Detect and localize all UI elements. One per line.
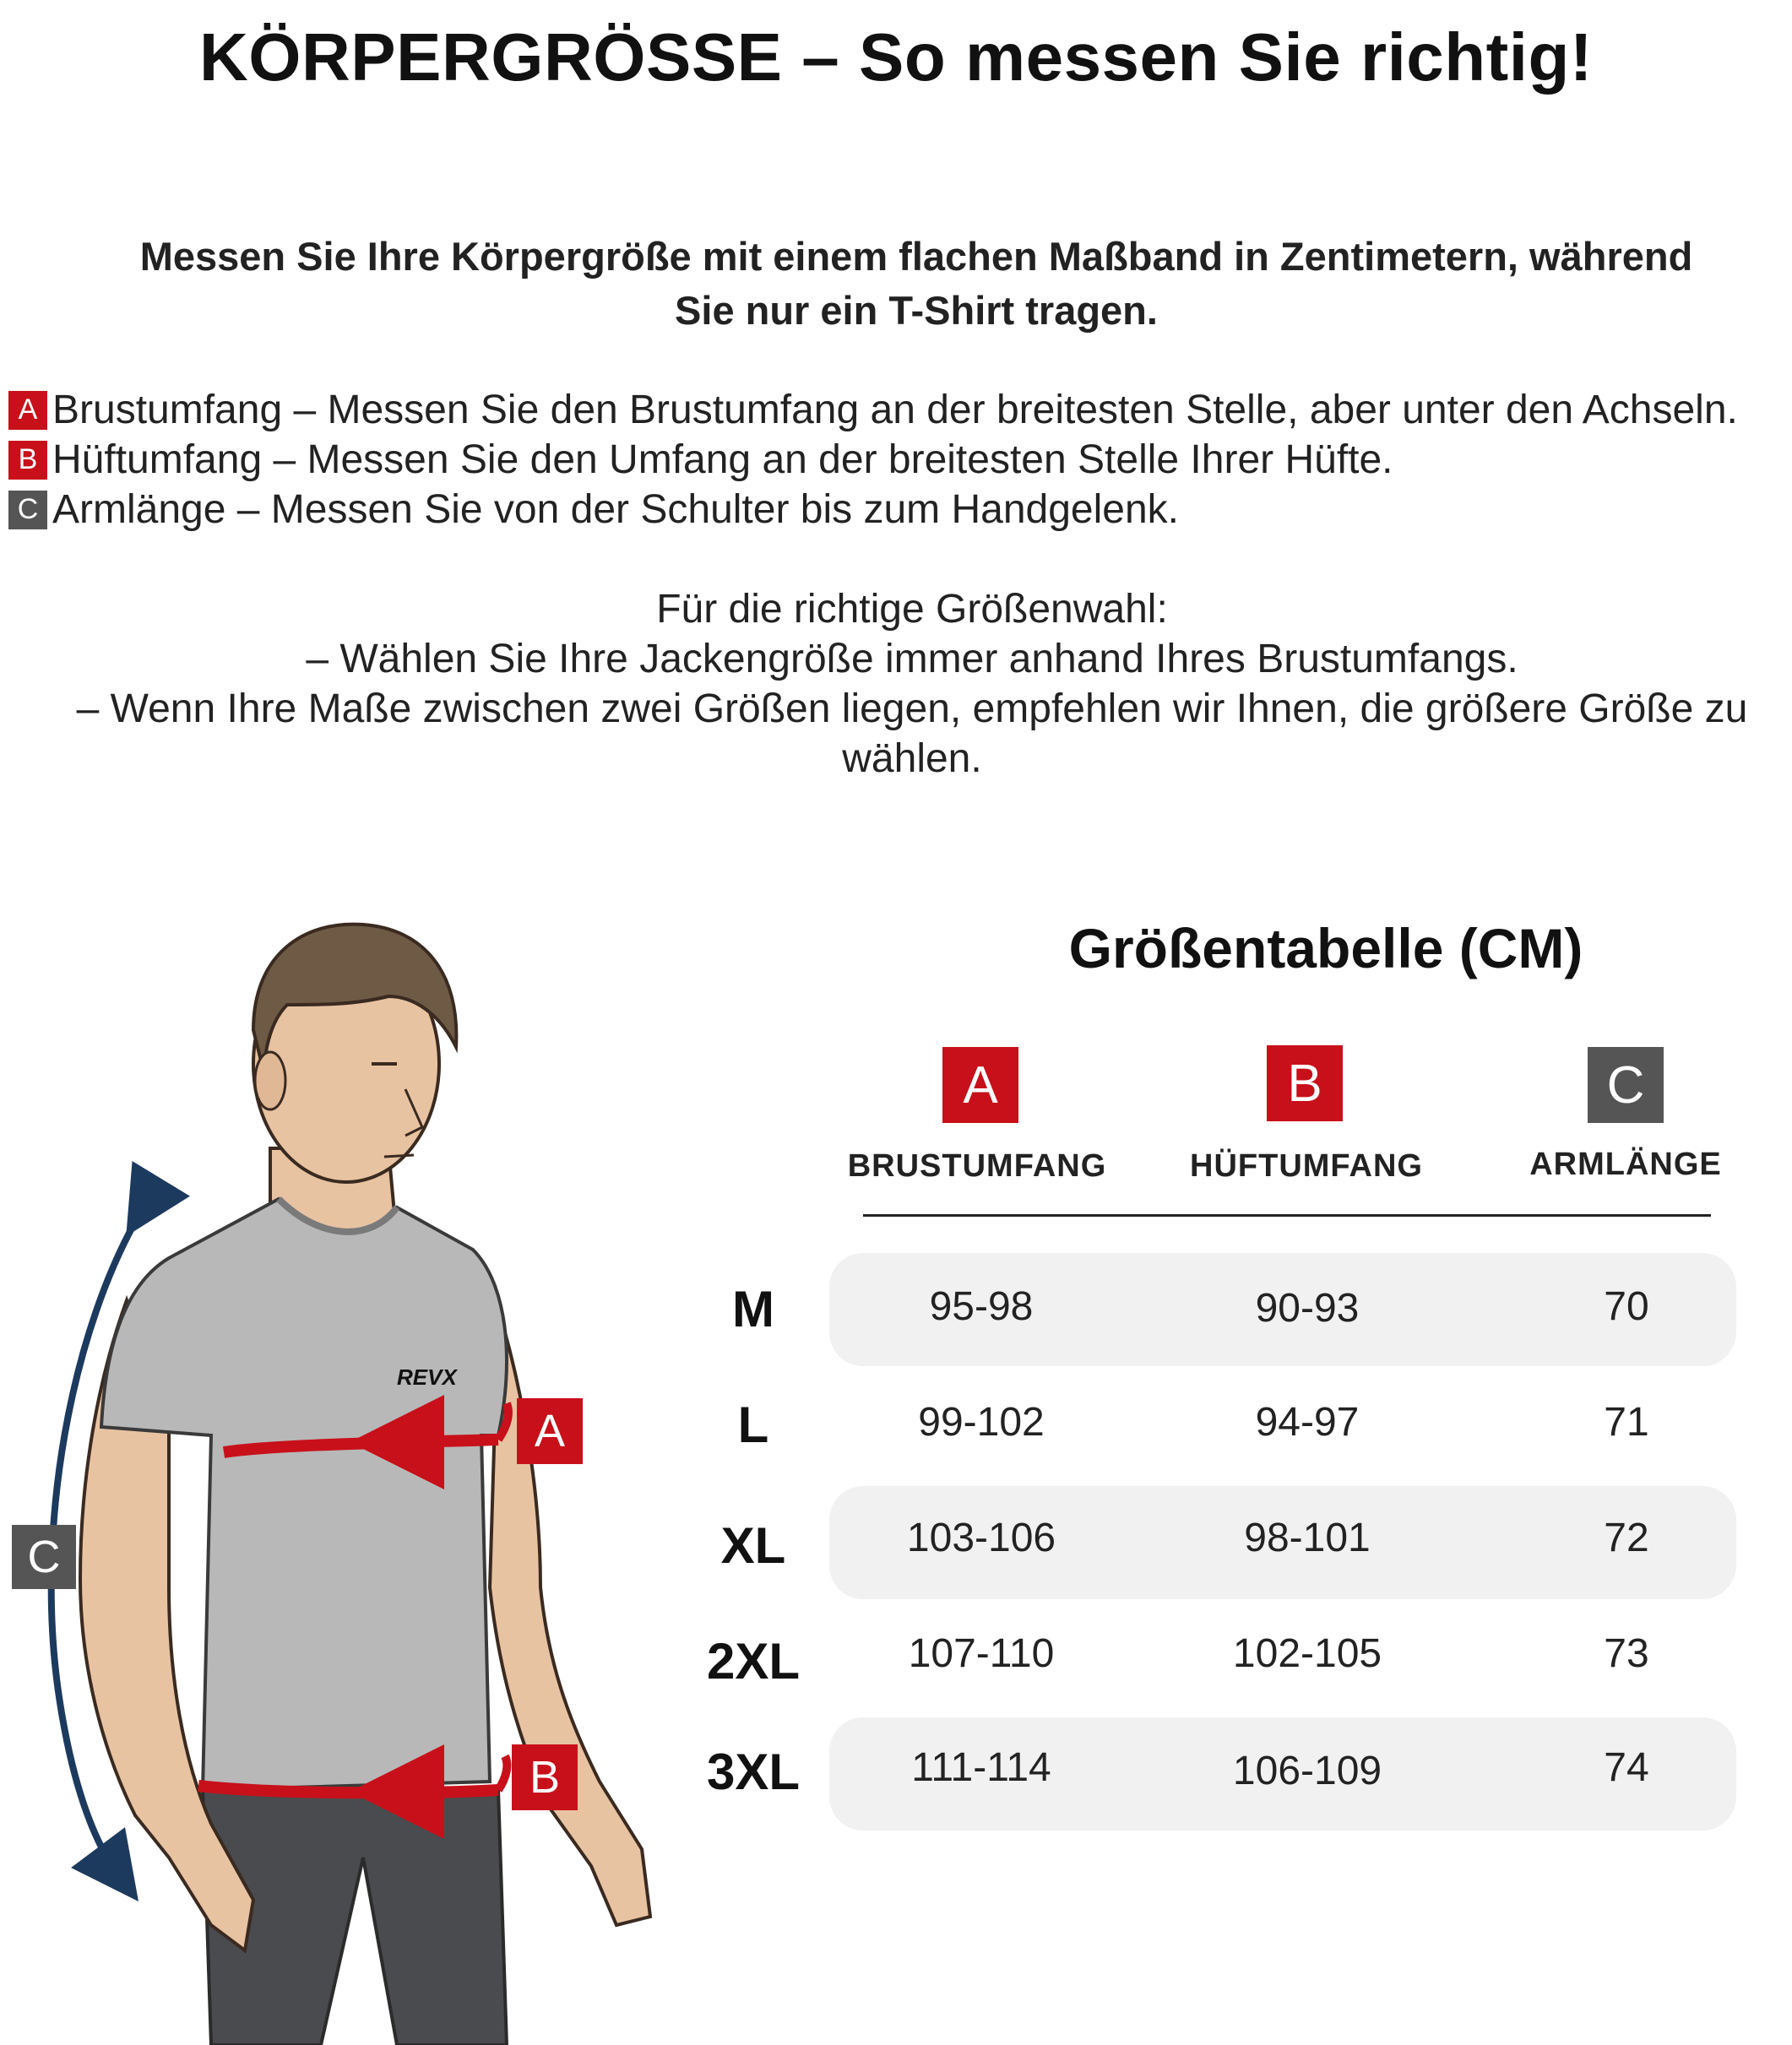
size-label: XL — [720, 1517, 786, 1574]
hip-value: 106-109 — [1232, 1749, 1382, 1793]
advice-heading: Für die richtige Größenwahl: — [656, 587, 1168, 632]
hip-value: 102-105 — [1232, 1631, 1382, 1676]
marker-b — [512, 1744, 578, 1810]
legend-item-b — [8, 435, 1790, 485]
chest-value: 107-110 — [908, 1631, 1055, 1676]
hip-value: 94-97 — [1255, 1400, 1360, 1445]
page-title: KÖRPERGRÖSSE – So messen Sie richtig! — [198, 19, 1594, 95]
size-label: M — [732, 1281, 774, 1337]
size-table-title: Größentabelle (CM) — [1068, 917, 1583, 979]
legend-text-c: Armlänge – Messen Sie von der Schulter bis zum Handgelenk. — [52, 487, 1180, 532]
chest-value: 95-98 — [929, 1284, 1034, 1329]
size-advice — [51, 584, 1773, 784]
column-badge-b: B — [1267, 1045, 1343, 1121]
measurement-legend — [8, 385, 1790, 534]
chest-value: 99-102 — [918, 1400, 1045, 1445]
size-label: 3XL — [706, 1744, 801, 1800]
chest-value: 111-114 — [911, 1745, 1051, 1790]
chest-value: 103-106 — [906, 1516, 1056, 1560]
arm-value: 74 — [1604, 1745, 1649, 1790]
marker-a — [517, 1398, 583, 1464]
marker-c — [12, 1525, 76, 1589]
intro-line-1: Messen Sie Ihre Körpergröße mit einem flachen Maßband in Zentimetern, während — [139, 234, 1693, 279]
arm-value: 72 — [1604, 1516, 1649, 1560]
column-badge-a: A — [942, 1047, 1018, 1123]
size-label: 2XL — [706, 1633, 801, 1690]
legend-text-a: Brustumfang – Messen Sie den Brustumfang an der breitesten Stelle, aber unter den Achseln. — [52, 388, 1738, 432]
advice-line-3: wählen. — [842, 736, 982, 781]
legend-item-a — [8, 385, 1790, 435]
hip-value: 90-93 — [1255, 1286, 1360, 1331]
arm-value: 70 — [1604, 1284, 1649, 1329]
column-header-arm: ARMLÄNGE — [1529, 1147, 1722, 1182]
column-badge-c: C — [1588, 1047, 1664, 1123]
intro-text — [76, 230, 1757, 338]
marker-b-label: B — [529, 1752, 561, 1803]
marker-a-label: A — [534, 1406, 566, 1456]
size-label: L — [737, 1397, 769, 1453]
badge-a: A — [8, 391, 47, 430]
legend-text-b: Hüftumfang – Messen Sie den Umfang an der breitesten Stelle Ihrer Hüfte. — [52, 437, 1393, 482]
body-measurement-illustration — [0, 887, 676, 2045]
legend-item-c — [8, 485, 1790, 534]
column-header-chest: BRUSTUMFANG — [847, 1148, 1107, 1184]
column-header-hip: HÜFTUMFANG — [1190, 1148, 1423, 1184]
badge-c: C — [8, 491, 47, 529]
marker-c-label: C — [27, 1532, 61, 1582]
hip-value: 98-101 — [1244, 1516, 1371, 1560]
brand-logo: REVX — [397, 1364, 457, 1390]
advice-line-2: – Wenn Ihre Maße zwischen zwei Größen liegen, empfehlen wir Ihnen, die größere Größe zu — [76, 686, 1748, 731]
arm-value: 73 — [1604, 1631, 1649, 1676]
intro-line-2: Sie nur ein T-Shirt tragen. — [675, 288, 1158, 333]
arm-value: 71 — [1604, 1400, 1649, 1445]
table-header-divider — [863, 1214, 1711, 1217]
badge-b: B — [8, 441, 47, 480]
man-figure — [80, 925, 650, 2045]
advice-line-1: – Wählen Sie Ihre Jackengröße immer anhand Ihres Brustumfangs. — [306, 637, 1518, 681]
